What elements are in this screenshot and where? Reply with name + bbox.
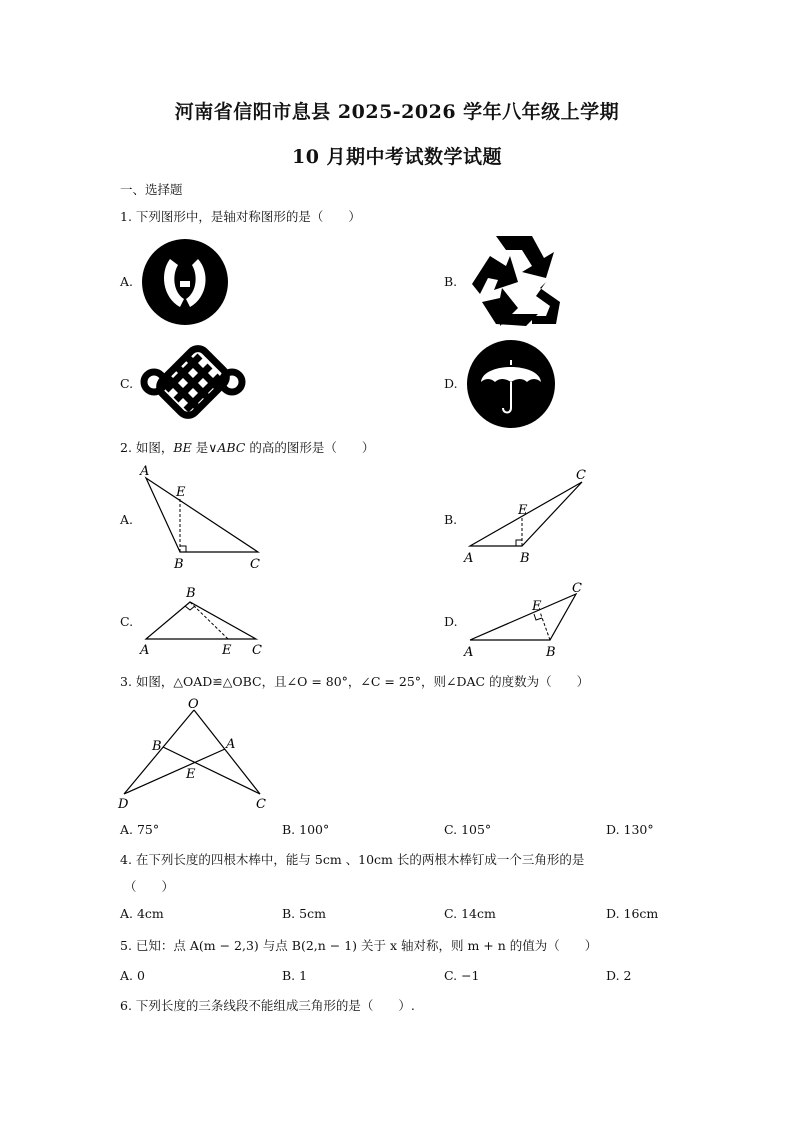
label-c: C	[576, 468, 586, 483]
right-angle-mark	[180, 546, 186, 552]
q3-option-d: D. 130°	[606, 822, 654, 837]
q3-stem: 3. 如图，△OAD≌△OBC，且∠O = 80°，∠C = 25°，则∠DAC 的度数为（ ）	[120, 674, 590, 689]
exam-title-line1: 河南省信阳市息县 2025-2026 学年八年级上学期	[174, 101, 620, 123]
q3-figure	[116, 696, 276, 814]
exam-title-line2: 10 月期中考试数学试题	[291, 146, 503, 168]
q2-option-d-figure	[462, 578, 594, 660]
label-d: D	[118, 797, 129, 812]
q2-stem-middle: 是∨	[191, 440, 218, 455]
q1-option-b-figure	[466, 232, 562, 328]
q1-option-d-figure	[465, 338, 557, 430]
q1-stem: 1. 下列图形中，是轴对称图形的是（ ）	[120, 209, 361, 224]
label-e: E	[222, 643, 232, 658]
label-b: B	[546, 645, 556, 660]
label-b: B	[152, 739, 162, 754]
q6-stem: 6. 下列长度的三条线段不能组成三角形的是（ ）.	[120, 998, 415, 1013]
label-b: B	[520, 551, 530, 566]
q5-stem: 5. 已知：点 A(m − 2,3) 与点 B(2,n − 1) 关于 x 轴对称，则 m + n 的值为（ ）	[120, 938, 598, 953]
triangle-abc	[146, 478, 258, 552]
q2-option-b-label: B.	[444, 512, 458, 527]
q1-option-a-figure	[140, 237, 230, 327]
segment-oc	[194, 710, 260, 794]
label-a: A	[464, 551, 474, 566]
q1-option-d-label: D.	[444, 376, 458, 391]
label-a: A	[140, 464, 150, 479]
q4-stem: 4. 在下列长度的四根木棒中，能与 5cm 、10cm 长的两根木棒钉成一个三角形的是	[120, 852, 585, 867]
label-e: E	[518, 503, 528, 518]
q3-option-b: B. 100°	[282, 822, 330, 837]
label-o: O	[188, 697, 199, 712]
q2-option-c-figure	[136, 582, 272, 658]
label-c: C	[252, 643, 262, 658]
label-a: A	[140, 643, 150, 658]
label-e: E	[532, 599, 542, 614]
triangle-abc	[470, 594, 576, 640]
segment-da	[124, 749, 225, 794]
q2-triangle-abc: ABC	[217, 440, 246, 455]
q2-stem-suffix: 的高的图形是（ ）	[245, 440, 375, 455]
q4-option-d: D. 16cm	[606, 906, 659, 921]
label-c: C	[256, 797, 266, 812]
q1-option-a-label: A.	[120, 274, 134, 289]
q4-option-b: B. 5cm	[282, 906, 326, 921]
right-angle-mark	[516, 540, 522, 546]
height-be	[540, 612, 550, 640]
q2-stem	[120, 438, 374, 456]
q4-stem-paren: （ ）	[124, 879, 175, 894]
chinese-knot-icon	[144, 345, 242, 420]
q5-option-b: B. 1	[282, 968, 308, 983]
q2-segment-be: BE	[173, 440, 192, 455]
right-angle-mark	[185, 606, 195, 610]
q3-option-c: C. 105°	[444, 822, 492, 837]
q5-option-a: A. 0	[120, 968, 145, 983]
q1-option-c-label: C.	[120, 376, 134, 391]
q1-option-b-label: B.	[444, 274, 458, 289]
q2-option-d-label: D.	[444, 614, 458, 629]
q5-option-c: C. −1	[444, 968, 480, 983]
q4-option-c: C. 14cm	[444, 906, 496, 921]
q2-option-c-label: C.	[120, 614, 134, 629]
label-c: C	[250, 557, 260, 572]
label-b: B	[174, 557, 184, 572]
label-e: E	[186, 767, 196, 782]
label-a: A	[226, 737, 236, 752]
triangle-abc	[146, 602, 256, 639]
label-b: B	[186, 586, 196, 601]
label-a: A	[464, 645, 474, 660]
q2-option-b-figure	[462, 466, 594, 568]
logo-center-stroke	[180, 281, 190, 287]
recycle-icon	[472, 236, 560, 326]
label-e: E	[176, 485, 186, 500]
q2-option-a-label: A.	[120, 512, 134, 527]
q2-stem-prefix: 2. 如图，	[120, 440, 174, 455]
q3-option-a: A. 75°	[120, 822, 160, 837]
q1-option-c-figure	[138, 342, 248, 422]
q5-option-d: D. 2	[606, 968, 632, 983]
label-c: C	[572, 581, 582, 596]
section-heading: 一、选择题	[120, 182, 183, 197]
q2-option-a-figure	[136, 462, 276, 574]
q4-option-a: A. 4cm	[120, 906, 164, 921]
